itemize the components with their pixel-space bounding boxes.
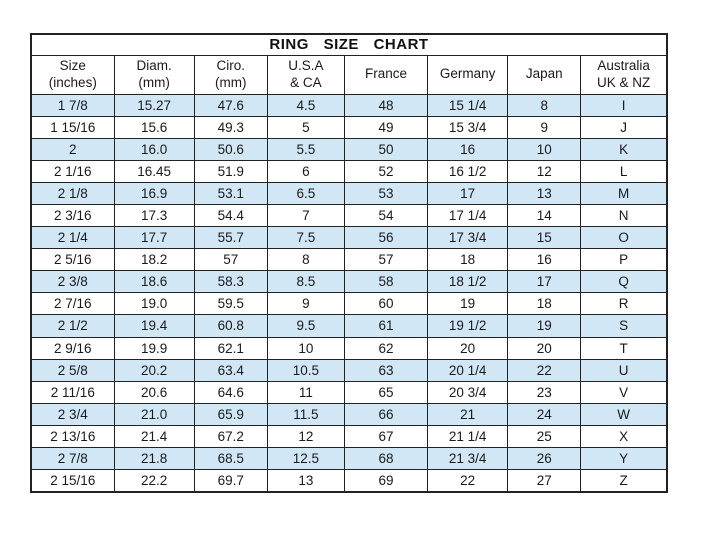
table-cell: 68 — [344, 448, 427, 470]
table-cell: 57 — [344, 249, 427, 271]
table-cell: 67.2 — [194, 425, 267, 447]
table-cell: 20 3/4 — [428, 381, 508, 403]
table-cell: 10.5 — [267, 359, 344, 381]
table-row — [31, 381, 667, 403]
table-cell: 47.6 — [194, 94, 267, 116]
table-cell: O — [581, 227, 667, 249]
column-header-label: Size — [59, 57, 86, 73]
table-cell: 21 1/4 — [428, 425, 508, 447]
table-cell: 48 — [344, 94, 427, 116]
table-cell: 22.2 — [114, 470, 194, 492]
table-cell: 61 — [344, 315, 427, 337]
table-cell: 15.27 — [114, 94, 194, 116]
column-header-label: Diam. — [136, 57, 172, 73]
table-cell: 50 — [344, 138, 427, 160]
table-cell: 16 1/2 — [428, 160, 508, 182]
table-cell: 19 — [428, 293, 508, 315]
table-cell: 9 — [508, 116, 581, 138]
table-cell: 20.6 — [114, 381, 194, 403]
table-cell: 19.9 — [114, 337, 194, 359]
page-title: RING SIZE CHART — [31, 34, 667, 55]
table-cell: 63 — [344, 359, 427, 381]
table-row — [31, 271, 667, 293]
column-header-label: Australia — [597, 57, 650, 73]
table-cell: 18.2 — [114, 249, 194, 271]
table-cell: 21 — [428, 403, 508, 425]
table-cell: 18.6 — [114, 271, 194, 293]
table-row — [31, 227, 667, 249]
table-cell: 5 — [267, 116, 344, 138]
table-cell: 24 — [508, 403, 581, 425]
table-cell: 15 1/4 — [428, 94, 508, 116]
table-cell: 54 — [344, 204, 427, 226]
table-cell: 11 — [267, 381, 344, 403]
table-cell: 2 13/16 — [31, 425, 114, 447]
table-cell: 21.4 — [114, 425, 194, 447]
column-header-label: France — [364, 66, 407, 82]
table-cell: 17 3/4 — [428, 227, 508, 249]
table-cell: 13 — [267, 470, 344, 492]
table-row — [31, 94, 667, 116]
table-cell: 17 — [428, 182, 508, 204]
table-cell: 20 — [428, 337, 508, 359]
table-cell: 62.1 — [194, 337, 267, 359]
column-header-label: U.S.A — [288, 57, 324, 73]
table-cell: 55.7 — [194, 227, 267, 249]
table-cell: 2 1/2 — [31, 315, 114, 337]
table-cell: 27 — [508, 470, 581, 492]
column-header — [428, 55, 508, 94]
table-cell: 11.5 — [267, 403, 344, 425]
column-header-sublabel: UK & NZ — [597, 74, 651, 90]
table-cell: I — [581, 94, 667, 116]
table-cell: 21.8 — [114, 448, 194, 470]
table-cell: 8.5 — [267, 271, 344, 293]
column-header-sublabel: & CA — [290, 74, 322, 90]
table-row — [31, 293, 667, 315]
table-row — [31, 470, 667, 492]
table-cell: 2 3/4 — [31, 403, 114, 425]
table-cell: 69 — [344, 470, 427, 492]
column-header-label: Ciro. — [216, 57, 246, 73]
table-cell: 10 — [267, 337, 344, 359]
column-header — [344, 55, 427, 94]
column-header-sublabel: (inches) — [48, 74, 97, 90]
column-header — [581, 55, 667, 94]
table-cell: Q — [581, 271, 667, 293]
table-cell: 5.5 — [267, 138, 344, 160]
table-cell: 19 — [508, 315, 581, 337]
table-cell: J — [581, 116, 667, 138]
table-cell: 16.0 — [114, 138, 194, 160]
table-cell: 16.9 — [114, 182, 194, 204]
table-cell: 2 3/8 — [31, 271, 114, 293]
column-header-label: Japan — [525, 66, 563, 82]
column-header-sublabel: (mm) — [138, 74, 170, 90]
table-cell: 17.3 — [114, 204, 194, 226]
column-header-label: Germany — [439, 66, 496, 82]
table-cell: N — [581, 204, 667, 226]
table-cell: W — [581, 403, 667, 425]
title-row — [31, 34, 667, 55]
table-row — [31, 249, 667, 271]
table-row — [31, 337, 667, 359]
table-row — [31, 425, 667, 447]
table-cell: 65 — [344, 381, 427, 403]
table-row — [31, 182, 667, 204]
column-header — [114, 55, 194, 94]
table-cell: 52 — [344, 160, 427, 182]
table-cell: 49 — [344, 116, 427, 138]
table-cell: 15 3/4 — [428, 116, 508, 138]
table-cell: 68.5 — [194, 448, 267, 470]
table-cell: 22 — [428, 470, 508, 492]
table-cell: 53.1 — [194, 182, 267, 204]
table-cell: 18 — [508, 293, 581, 315]
table-cell: 14 — [508, 204, 581, 226]
table-cell: S — [581, 315, 667, 337]
header-row — [31, 55, 667, 94]
table-cell: 9.5 — [267, 315, 344, 337]
table-cell: 8 — [267, 249, 344, 271]
table-cell: 2 7/16 — [31, 293, 114, 315]
table-cell: U — [581, 359, 667, 381]
table-cell: P — [581, 249, 667, 271]
table-row — [31, 116, 667, 138]
table-cell: 15 — [508, 227, 581, 249]
table-cell: 2 11/16 — [31, 381, 114, 403]
table-cell: 2 1/8 — [31, 182, 114, 204]
table-cell: 60.8 — [194, 315, 267, 337]
column-header — [194, 55, 267, 94]
table-cell: 57 — [194, 249, 267, 271]
table-cell: 2 5/16 — [31, 249, 114, 271]
table-cell: 16.45 — [114, 160, 194, 182]
table-cell: 51.9 — [194, 160, 267, 182]
ring-size-table — [30, 33, 668, 493]
table-cell: 16 — [428, 138, 508, 160]
table-cell: V — [581, 381, 667, 403]
table-row — [31, 138, 667, 160]
table-cell: 18 1/2 — [428, 271, 508, 293]
table-cell: 25 — [508, 425, 581, 447]
table-cell: 15.6 — [114, 116, 194, 138]
table-cell: 9 — [267, 293, 344, 315]
table-cell: K — [581, 138, 667, 160]
table-body — [31, 94, 667, 492]
table-cell: 58 — [344, 271, 427, 293]
table-cell: 20 1/4 — [428, 359, 508, 381]
table-row — [31, 448, 667, 470]
table-cell: 6.5 — [267, 182, 344, 204]
table-cell: 23 — [508, 381, 581, 403]
table-cell: 65.9 — [194, 403, 267, 425]
table-cell: 54.4 — [194, 204, 267, 226]
table-cell: 7.5 — [267, 227, 344, 249]
table-cell: T — [581, 337, 667, 359]
column-header — [31, 55, 114, 94]
table-cell: 7 — [267, 204, 344, 226]
table-cell: 19 1/2 — [428, 315, 508, 337]
table-row — [31, 359, 667, 381]
table-cell: 2 1/4 — [31, 227, 114, 249]
table-cell: 8 — [508, 94, 581, 116]
table-cell: L — [581, 160, 667, 182]
table-cell: Z — [581, 470, 667, 492]
table-cell: Y — [581, 448, 667, 470]
table-cell: 67 — [344, 425, 427, 447]
table-cell: 17 — [508, 271, 581, 293]
table-cell: 12 — [267, 425, 344, 447]
table-cell: 64.6 — [194, 381, 267, 403]
table-cell: 58.3 — [194, 271, 267, 293]
table-row — [31, 204, 667, 226]
table-cell: 2 9/16 — [31, 337, 114, 359]
table-cell: 21.0 — [114, 403, 194, 425]
table-cell: 50.6 — [194, 138, 267, 160]
table-cell: 56 — [344, 227, 427, 249]
table-cell: 18 — [428, 249, 508, 271]
table-cell: 63.4 — [194, 359, 267, 381]
table-cell: 1 15/16 — [31, 116, 114, 138]
table-cell: M — [581, 182, 667, 204]
table-cell: 16 — [508, 249, 581, 271]
table-row — [31, 160, 667, 182]
table-cell: 59.5 — [194, 293, 267, 315]
table-cell: 22 — [508, 359, 581, 381]
table-cell: 60 — [344, 293, 427, 315]
column-header-sublabel: (mm) — [215, 74, 247, 90]
table-row — [31, 403, 667, 425]
table-cell: 69.7 — [194, 470, 267, 492]
table-cell: 2 15/16 — [31, 470, 114, 492]
table-cell: 66 — [344, 403, 427, 425]
table-cell: 21 3/4 — [428, 448, 508, 470]
table-cell: 20 — [508, 337, 581, 359]
table-cell: 26 — [508, 448, 581, 470]
table-cell: 17 1/4 — [428, 204, 508, 226]
table-cell: 13 — [508, 182, 581, 204]
table-cell: 49.3 — [194, 116, 267, 138]
table-cell: 17.7 — [114, 227, 194, 249]
table-cell: 20.2 — [114, 359, 194, 381]
table-cell: 6 — [267, 160, 344, 182]
table-cell: 10 — [508, 138, 581, 160]
table-cell: 12.5 — [267, 448, 344, 470]
table-cell: 4.5 — [267, 94, 344, 116]
table-cell: 62 — [344, 337, 427, 359]
table-cell: 19.0 — [114, 293, 194, 315]
table-cell: 2 3/16 — [31, 204, 114, 226]
table-cell: R — [581, 293, 667, 315]
table-cell: 2 — [31, 138, 114, 160]
table-cell: 53 — [344, 182, 427, 204]
table-cell: 12 — [508, 160, 581, 182]
table-cell: 2 1/16 — [31, 160, 114, 182]
table-cell: 2 5/8 — [31, 359, 114, 381]
table-row — [31, 315, 667, 337]
table-cell: X — [581, 425, 667, 447]
table-cell: 19.4 — [114, 315, 194, 337]
table-cell: 2 7/8 — [31, 448, 114, 470]
table-cell: 1 7/8 — [31, 94, 114, 116]
column-header — [267, 55, 344, 94]
column-header — [508, 55, 581, 94]
